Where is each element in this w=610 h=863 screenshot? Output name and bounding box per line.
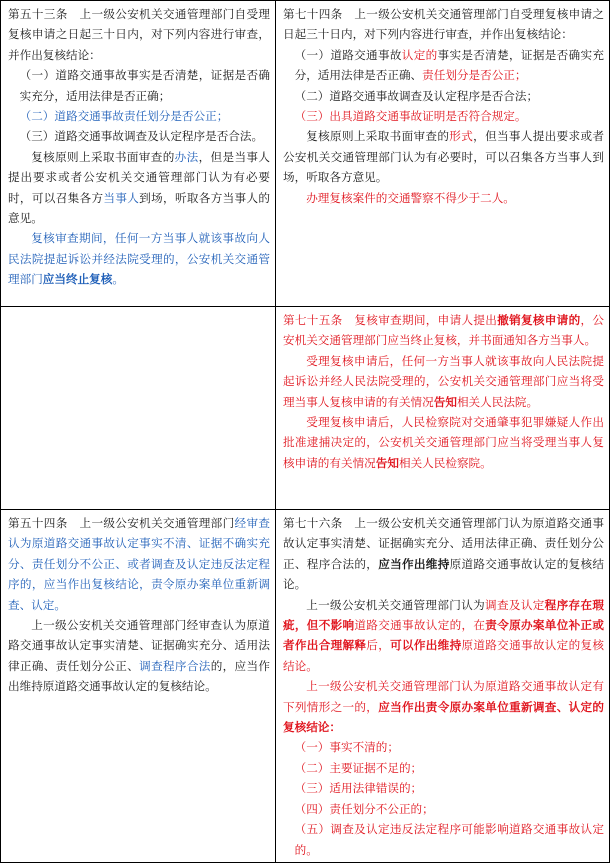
paragraph: 上一级公安机关交通管理部门经审查认为原道路交通事故认定事实清楚、证据确实充分、适用法律正确、责任划分公正、调查程序合法的，应当作出维持原道路交通事故认定的复核结论。 — [8, 618, 270, 694]
empty-cell — [1, 307, 276, 510]
table-row — [1, 510, 610, 863]
list-item: （三）出具道路交通事故证明是否符合规定。 — [294, 109, 527, 124]
paragraph: 第七十五条 复核审查期间，申请人提出撤销复核申请的，公安机关交通管理部门应当终止复核，并书面通知各方当事人。 — [283, 313, 604, 348]
table-row — [1, 307, 610, 510]
paragraph: 办理复核案件的交通警察不得少于二人。 — [306, 190, 515, 205]
paragraph: 复核原则上采取书面审查的办法，但是当事人提出要求或者公安机关交通管理部门认为有必要时，可以召集各方当事人到场，听取各方当事人的意见。 — [8, 149, 270, 226]
paragraph: 受理复核申请后，人民检察院对交通肇事犯罪嫌疑人作出批准逮捕决定的，公安机关交通管理部门应当将受理当事人复核申请的有关情况告知相关人民检察院。 — [283, 415, 604, 470]
paragraph: 上一级公安机关交通管理部门认为调查及认定程序存在瑕疵，但不影响道路交通事故认定的，在责令原办案单位补正或者作出合理解释后，可以作出维持原道路交通事故认定的复核结论。 — [283, 597, 604, 673]
new-article-76 — [276, 510, 610, 863]
new-article-74 — [276, 1, 610, 307]
old-article-53 — [1, 1, 276, 307]
new-article-75 — [276, 307, 610, 510]
list-item: （三）道路交通事故调查及认定程序是否合法。 — [19, 129, 264, 144]
list-item: （三）适用法律错误的； — [294, 781, 423, 796]
list-item: （二）道路交通事故责任划分是否公正； — [19, 109, 229, 124]
paragraph: 复核原则上采取书面审查的形式，但当事人提出要求或者公安机关交通管理部门认为有必要时，可以召集各方当事人到场，听取各方意见。 — [283, 129, 604, 185]
list-item: （一）事实不清的； — [294, 740, 399, 755]
paragraph: 受理复核申请后，任何一方当事人就该事故向人民法院提起诉讼并经人民法院受理的，公安机关交通管理部门应当将受理当事人复核申请的有关情况告知相关人民法院。 — [283, 353, 604, 409]
paragraph: 复核审查期间，任何一方当事人就该事故向人民法院提起诉讼并经法院受理的，公安机关交通管理部门应当终止复核。 — [8, 231, 270, 287]
paragraph: 第七十六条 上一级公安机关交通管理部门认为原道路交通事故认定事实清楚、证据确实充分、适用法律正确、责任划分公正、程序合法的，应当作出维持原道路交通事故认定的复核结论。 — [283, 516, 604, 592]
list-item: （二）道路交通事故调查及认定程序是否合法； — [294, 88, 539, 103]
article-heading: 第七十四条 上一级公安机关交通管理部门自受理复核申请之日起三十日内，对下列内容进行审查，并作出复核结论： — [283, 7, 604, 42]
list-item: （五）调查及认定违反法定程序可能影响道路交通事故认定的。 — [294, 822, 604, 857]
list-item: （一）道路交通事故认定的事实是否清楚，证据是否确实充分，适用法律是否正确、责任划分是否公正； — [294, 47, 604, 83]
table-row — [1, 1, 610, 307]
list-item: （一）道路交通事故事实是否清楚，证据是否确实充分，适用法律是否正确； — [19, 68, 270, 103]
article-heading: 第五十三条 上一级公安机关交通管理部门自受理复核申请之日起三十日内，对下列内容进行审查，并作出复核结论： — [8, 7, 270, 62]
paragraph: 上一级公安机关交通管理部门认为原道路交通事故认定有下列情形之一的，应当作出责令原办案单位重新调查、认定的复核结论： — [283, 679, 604, 735]
paragraph: 第五十四条 上一级公安机关交通管理部门经审查认为原道路交通事故认定事实不清、证据不确实充分、责任划分不公正、或者调查及认定违反法定程序的，应当作出复核结论，责令原办案单位重新调查、认定。 — [8, 516, 270, 612]
list-item: （四）责任划分不公正的； — [294, 801, 434, 816]
list-item: （二）主要证据不足的； — [294, 760, 423, 775]
old-article-54 — [1, 510, 276, 863]
